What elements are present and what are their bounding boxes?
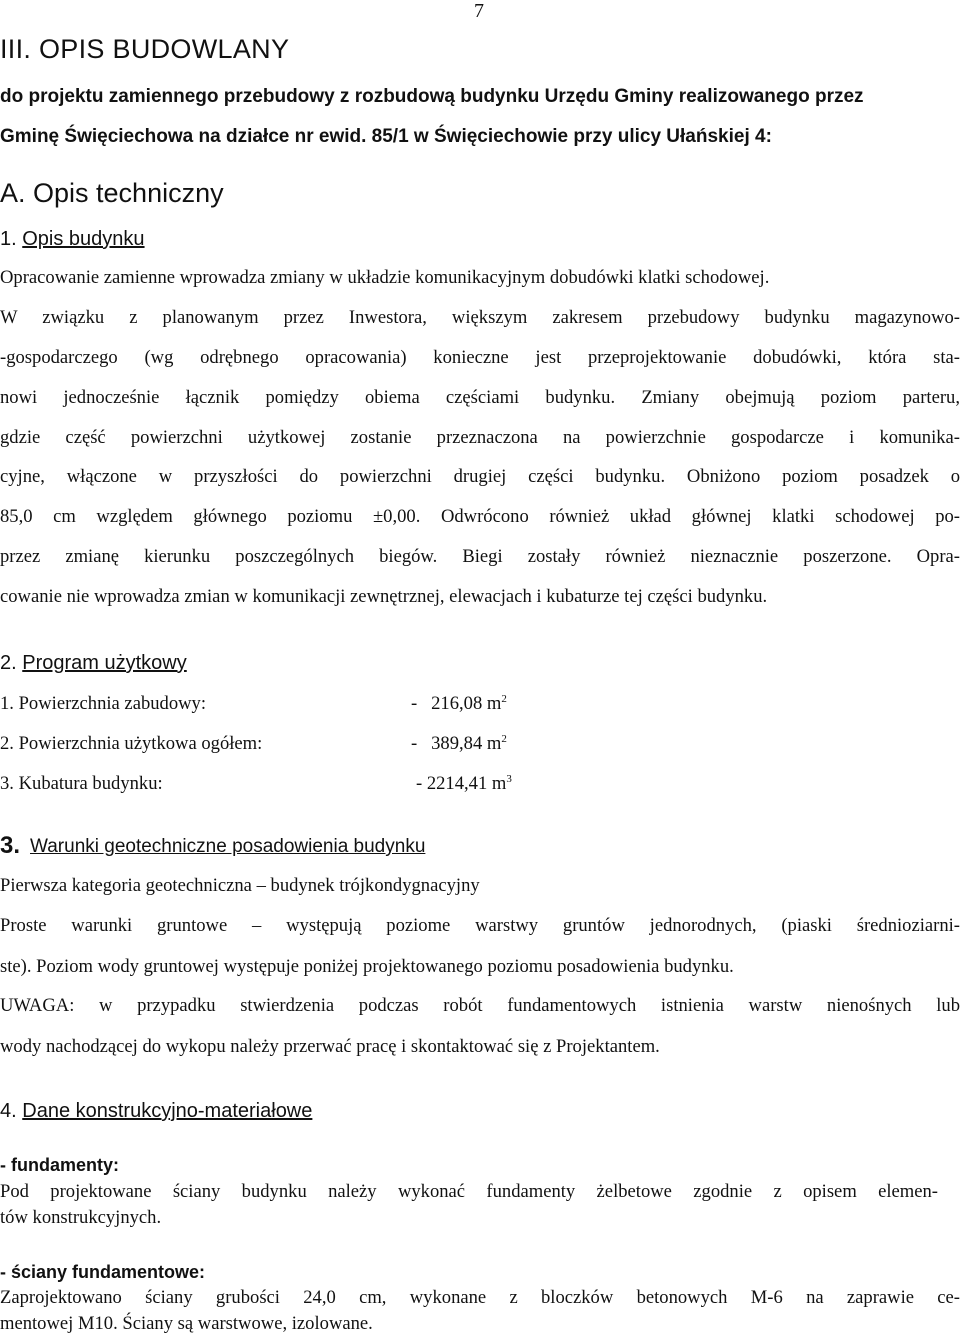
- s1-line-5: gdzie część powierzchni użytkowej zostanie przeznaczona na powierzchnie gospodarcze i komunika-: [0, 427, 960, 448]
- stat-label-3: 3. Kubatura budynku:: [0, 773, 163, 794]
- stat-value-2: [411, 733, 507, 755]
- section-4-heading: [0, 1100, 312, 1123]
- s1-line-1: Opracowanie zamienne wprowadza zmiany w układzie komunikacyjnym dobudówki klatki schodowej.: [0, 267, 770, 288]
- stat-value-3-exp: 3: [506, 773, 512, 785]
- s1-line-7: 85,0 cm względem głównego poziomu ±0,00. Odwrócono również układ głównej klatki schodowej po-: [0, 506, 960, 527]
- s3-line-1: Pierwsza kategoria geotechniczna – budynek trójkondygnacyjny: [0, 875, 480, 896]
- s1-line-4: nowi jednocześnie łącznik pomiędzy obiema częściami budynku. Zmiany obejmują poziom parteru,: [0, 387, 960, 408]
- section-2-number: 2.: [0, 652, 23, 674]
- stat-value-1-text: - 216,08 m: [411, 693, 502, 714]
- section-3-title: Warunki geotechniczne posadowienia budynku: [30, 836, 426, 857]
- fundamenty-line-2: tów konstrukcyjnych.: [0, 1207, 162, 1228]
- fundamenty-heading: - fundamenty:: [0, 1155, 119, 1175]
- section-3-number: 3.: [0, 832, 21, 859]
- section-4-title: Dane konstrukcyjno-materiałowe: [22, 1100, 313, 1122]
- page-number: 7: [474, 0, 484, 22]
- section-4-number: 4.: [0, 1100, 23, 1122]
- stat-value-2-exp: 2: [501, 733, 507, 745]
- section-2-title: Program użytkowy: [22, 652, 187, 674]
- s1-line-6: cyjne, włączone w przyszłości do powierzchni drugiej części budynku. Obniżono poziom posadzek o: [0, 466, 960, 487]
- sciany-fundamentowe-line-1: Zaprojektowano ściany grubości 24,0 cm, wykonane z bloczków betonowych M-6 na zaprawie ce-: [0, 1287, 960, 1308]
- s3-line-2: Proste warunki gruntowe – występują poziome warstwy gruntów jednorodnych, (piaski średnioziarni-: [0, 915, 960, 936]
- s1-line-2: W związku z planowanym przez Inwestora, większym zakresem przebudowy budynku magazynowo-: [0, 307, 960, 328]
- s1-line-9: cowanie nie wprowadza zmian w komunikacji zewnętrznej, elewacjach i kubaturze tej części budynku.: [0, 586, 768, 607]
- section-2-heading: [0, 652, 187, 675]
- section-a-heading: A. Opis techniczny: [0, 178, 224, 208]
- fundamenty-line-1: Pod projektowane ściany budynku należy wykonać fundamenty żelbetowe zgodnie z opisem elemen-: [0, 1181, 938, 1202]
- s1-line-3: -gospodarczego (wg odrębnego opracowania) konieczne jest przeprojektowanie dobudówki, która sta-: [0, 347, 960, 368]
- s3-line-5: wody nachodzącej do wykopu należy przerwać pracę i skontaktować się z Projektantem.: [0, 1036, 660, 1057]
- stat-value-3-text: - 2214,41 m: [416, 773, 507, 794]
- stat-label-2: 2. Powierzchnia użytkowa ogółem:: [0, 733, 263, 754]
- stat-value-3: [416, 773, 512, 795]
- stat-value-1-exp: 2: [501, 693, 507, 705]
- sciany-fundamentowe-heading: - ściany fundamentowe:: [0, 1262, 206, 1282]
- section-1-number: 1.: [0, 228, 23, 250]
- stat-label-1: 1. Powierzchnia zabudowy:: [0, 693, 207, 714]
- stat-value-2-text: - 389,84 m: [411, 733, 502, 754]
- s3-line-3: ste). Poziom wody gruntowej występuje poniżej projektowanego poziomu posadowienia budynku.: [0, 956, 734, 977]
- subtitle-line-2: Gminę Święciechowa na działce nr ewid. 85/1 w Święciechowie przy ulicy Ułańskiej 4:: [0, 126, 772, 147]
- subtitle-line-1: do projektu zamiennego przebudowy z rozbudową budynku Urzędu Gminy realizowanego przez: [0, 86, 864, 107]
- main-heading: III. OPIS BUDOWLANY: [0, 34, 290, 64]
- s1-line-8: przez zmianę kierunku poszczególnych biegów. Biegi zostały również nieznacznie poszerzone. Opra-: [0, 546, 960, 567]
- stat-value-1: [411, 693, 507, 715]
- s3-line-4: UWAGA: w przypadku stwierdzenia podczas robót fundamentowych istnienia warstw nienośnych lub: [0, 995, 960, 1016]
- section-1-heading: [0, 228, 145, 251]
- sciany-fundamentowe-line-2: mentowej M10. Ściany są warstwowe, izolowane.: [0, 1313, 373, 1334]
- section-1-title: Opis budynku: [22, 228, 145, 250]
